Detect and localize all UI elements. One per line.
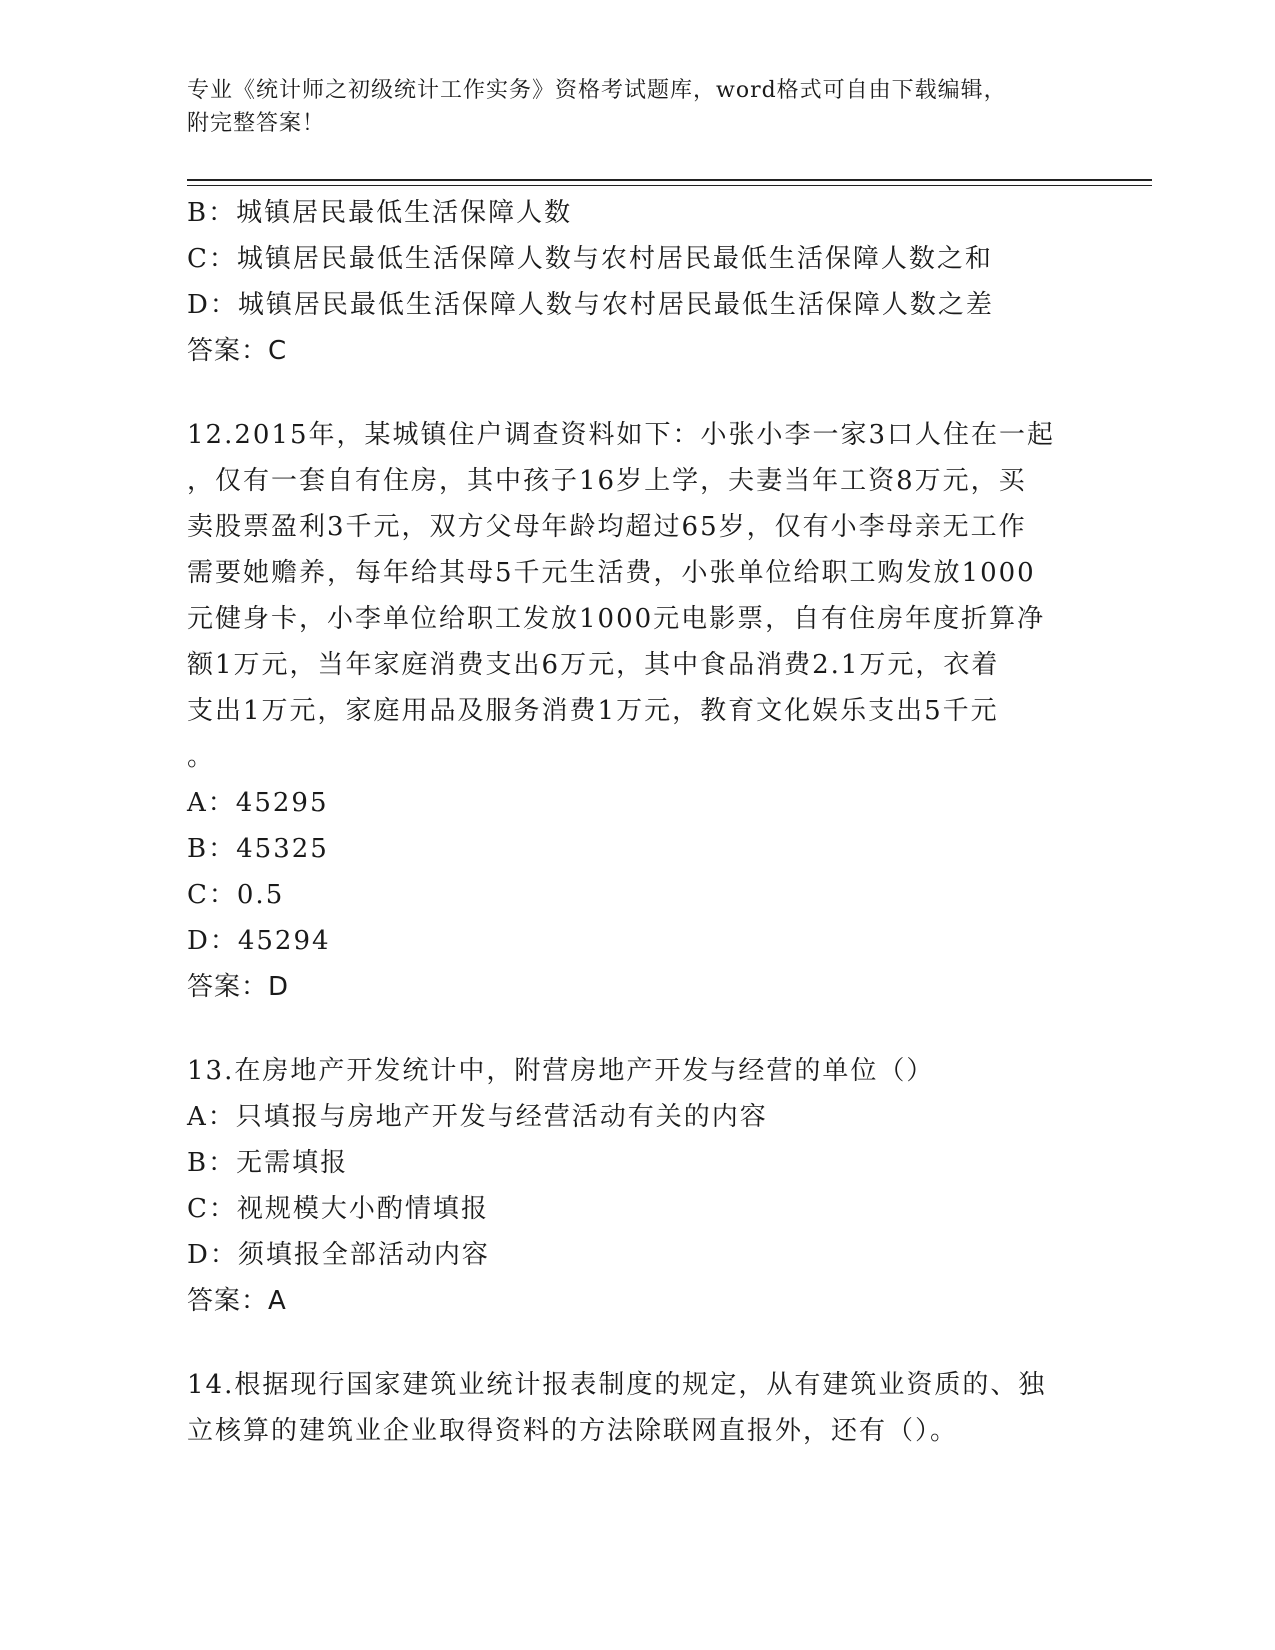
q13-option-d: D：须填报全部活动内容 xyxy=(187,1240,490,1270)
q11-answer: 答案：C xyxy=(187,336,288,366)
q14-stem-line: 立核算的建筑业企业取得资料的方法除联网直报外，还有（）。 xyxy=(187,1416,959,1446)
header-line-1: 专业《统计师之初级统计工作实务》资格考试题库，word格式可自由下载编辑， xyxy=(187,78,1007,103)
question-13 xyxy=(187,1048,1087,1324)
header-rule-thin xyxy=(187,185,1152,186)
document-header xyxy=(187,74,1087,140)
q11-option-b: B：城镇居民最低生活保障人数 xyxy=(187,198,573,228)
q12-stem-line: 支出1万元，家庭用品及服务消费1万元，教育文化娱乐支出5千元 xyxy=(187,696,999,726)
spacer xyxy=(187,1324,1087,1362)
question-11-tail xyxy=(187,190,1087,374)
question-12 xyxy=(187,412,1087,1010)
spacer xyxy=(187,374,1087,412)
q14-stem-line: 14.根据现行国家建筑业统计报表制度的规定，从有建筑业资质的、独 xyxy=(187,1370,1047,1400)
q13-option-b: B：无需填报 xyxy=(187,1148,349,1178)
q12-stem-line: ，仅有一套自有住房，其中孩子16岁上学，夫妻当年工资8万元，买 xyxy=(187,466,1027,496)
q13-option-a: A：只填报与房地产开发与经营活动有关的内容 xyxy=(187,1102,768,1132)
q12-option-c: C：0.5 xyxy=(187,880,285,910)
q12-stem-line: 元健身卡，小李单位给职工发放1000元电影票，自有住房年度折算净 xyxy=(187,604,1046,634)
q12-answer: 答案：D xyxy=(187,972,290,1002)
q12-option-d: D：45294 xyxy=(187,926,331,956)
q12-stem-line: 12.2015年，某城镇住户调查资料如下：小张小李一家3口人住在一起 xyxy=(187,420,1056,450)
q13-option-c: C：视规模大小酌情填报 xyxy=(187,1194,489,1224)
q12-stem-line: 需要她赡养，每年给其母5千元生活费，小张单位给职工购发放1000 xyxy=(187,558,1036,588)
header-rule-thick xyxy=(187,179,1152,181)
q12-stem-line: 额1万元，当年家庭消费支出6万元，其中食品消费2.1万元，衣着 xyxy=(187,650,1000,680)
question-14 xyxy=(187,1362,1087,1454)
q11-option-c: C：城镇居民最低生活保障人数与农村居民最低生活保障人数之和 xyxy=(187,244,993,274)
q12-option-a: A：45295 xyxy=(187,788,329,818)
q12-stem-line: 卖股票盈利3千元，双方父母年龄均超过65岁，仅有小李母亲无工作 xyxy=(187,512,1027,542)
q13-answer: 答案：A xyxy=(187,1286,287,1316)
q12-stem-line: 。 xyxy=(187,742,216,772)
q11-option-d: D：城镇居民最低生活保障人数与农村居民最低生活保障人数之差 xyxy=(187,290,994,320)
spacer xyxy=(187,1010,1087,1048)
question-content xyxy=(187,190,1087,1454)
header-line-2: 附完整答案！ xyxy=(187,111,326,136)
q13-stem: 13.在房地产开发统计中，附营房地产开发与经营的单位（） xyxy=(187,1056,935,1086)
q12-option-b: B：45325 xyxy=(187,834,329,864)
